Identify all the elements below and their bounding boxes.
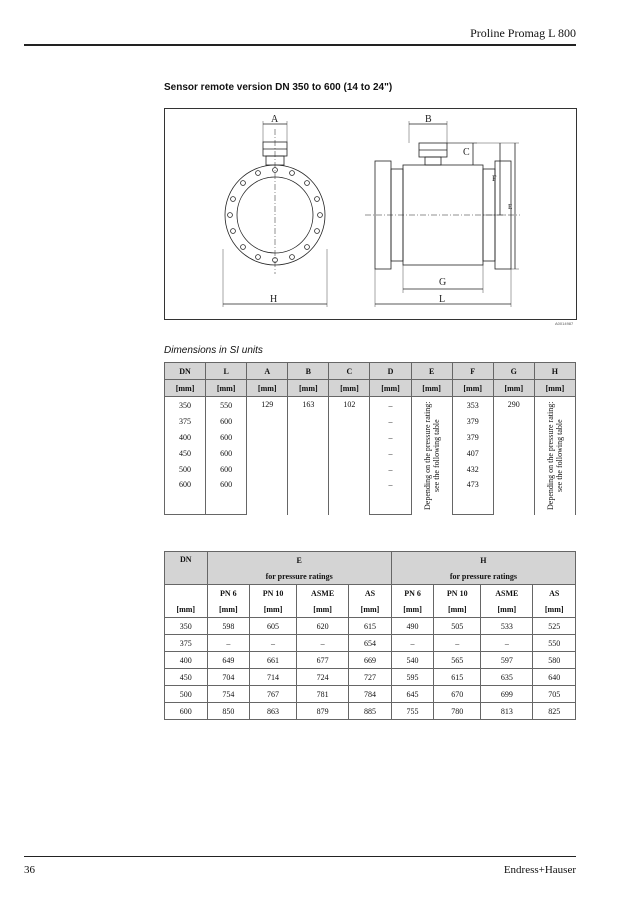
- cell: 661: [250, 652, 297, 669]
- cell-dn: 375: [165, 413, 206, 429]
- cell-l: 550: [206, 397, 247, 414]
- cell: 714: [250, 669, 297, 686]
- h-header: H: [391, 552, 575, 569]
- table-row: [165, 618, 576, 635]
- cell-dn: 500: [165, 461, 206, 477]
- dim-label-b: B: [425, 114, 432, 125]
- cell-dn: 400: [165, 429, 206, 445]
- cell-d: –: [370, 429, 411, 445]
- col-header: DN: [165, 363, 206, 380]
- unit-row: [165, 601, 576, 618]
- cell: 595: [391, 669, 434, 686]
- h-pressure-label: for pressure ratings: [391, 568, 575, 585]
- dn-header: DN: [165, 552, 208, 585]
- cell: 645: [391, 686, 434, 703]
- cell: 375: [165, 635, 208, 652]
- table-row: [165, 669, 576, 686]
- unit-header: [mm]: [493, 380, 534, 397]
- cell: 450: [165, 669, 208, 686]
- cell-d: –: [370, 413, 411, 429]
- cell: 669: [349, 652, 392, 669]
- table-row: [165, 652, 576, 669]
- cell: 850: [207, 703, 250, 720]
- unit-header: [mm]: [411, 380, 452, 397]
- unit-header: [mm]: [250, 601, 297, 618]
- cell-l: 600: [206, 429, 247, 445]
- cell-e: [411, 397, 452, 515]
- col-header: C: [329, 363, 370, 380]
- cell-a: 129: [247, 397, 288, 515]
- dim-label-f: F: [492, 174, 497, 183]
- brand-name: Endress+Hauser: [503, 864, 576, 876]
- cell: 350: [165, 618, 208, 635]
- col-header: D: [370, 363, 411, 380]
- cell: 580: [533, 652, 576, 669]
- unit-header: [mm]: [165, 380, 206, 397]
- cell: 565: [434, 652, 481, 669]
- cell-f: 407: [452, 445, 493, 461]
- rating-header: PN 10: [434, 585, 481, 602]
- e-pressure-label: for pressure ratings: [207, 568, 391, 585]
- rating-header: PN 6: [207, 585, 250, 602]
- drawing-id: A0014987: [555, 321, 574, 326]
- dimensions-table: [164, 362, 576, 515]
- rating-header: PN 6: [391, 585, 434, 602]
- cell-f: 353: [452, 397, 493, 414]
- cell: 533: [481, 618, 533, 635]
- table-header-row: [165, 363, 576, 380]
- unit-header: [mm]: [165, 601, 208, 618]
- col-header: A: [247, 363, 288, 380]
- col-header: L: [206, 363, 247, 380]
- cell: –: [434, 635, 481, 652]
- table-row: [165, 635, 576, 652]
- unit-header: [mm]: [288, 380, 329, 397]
- ratings-blank: [165, 585, 208, 602]
- cell-f: 432: [452, 461, 493, 477]
- unit-header: [mm]: [207, 601, 250, 618]
- unit-header: [mm]: [452, 380, 493, 397]
- cell: 879: [297, 703, 349, 720]
- table-row: [165, 703, 576, 720]
- pressure-table: [164, 551, 576, 720]
- cell-f: 473: [452, 477, 493, 515]
- cell-l: 600: [206, 445, 247, 461]
- table-caption: Dimensions in SI units: [164, 345, 263, 356]
- table-header-row: [165, 568, 576, 585]
- col-header: E: [411, 363, 452, 380]
- cell: 540: [391, 652, 434, 669]
- cell: 727: [349, 669, 392, 686]
- e-header: E: [207, 552, 391, 569]
- dim-label-e: E: [508, 203, 513, 211]
- cell: 597: [481, 652, 533, 669]
- cell-l: 600: [206, 461, 247, 477]
- rating-header: PN 10: [250, 585, 297, 602]
- cell-h-note: Depending on the pressure rating: see the following table: [545, 401, 564, 511]
- cell: 505: [434, 618, 481, 635]
- cell: 825: [533, 703, 576, 720]
- cell: 400: [165, 652, 208, 669]
- cell-dn: 450: [165, 445, 206, 461]
- col-header: H: [534, 363, 575, 380]
- col-header: G: [493, 363, 534, 380]
- unit-header: [mm]: [349, 601, 392, 618]
- cell-f: 379: [452, 413, 493, 429]
- cell: 677: [297, 652, 349, 669]
- cell-d: –: [370, 477, 411, 515]
- unit-header: [mm]: [534, 380, 575, 397]
- cell: 615: [349, 618, 392, 635]
- footer-rule: [24, 856, 576, 857]
- cell-d: –: [370, 397, 411, 414]
- cell: 605: [250, 618, 297, 635]
- cell: 780: [434, 703, 481, 720]
- cell: –: [391, 635, 434, 652]
- cell: 767: [250, 686, 297, 703]
- header-rule: [24, 44, 576, 46]
- dimension-drawing: [164, 108, 577, 320]
- cell: –: [297, 635, 349, 652]
- cell-c: 102: [329, 397, 370, 515]
- cell: 615: [434, 669, 481, 686]
- page-number: 36: [24, 864, 35, 876]
- cell: 755: [391, 703, 434, 720]
- cell: 598: [207, 618, 250, 635]
- drawing-svg: [165, 109, 576, 319]
- cell: 490: [391, 618, 434, 635]
- cell: 724: [297, 669, 349, 686]
- cell: 670: [434, 686, 481, 703]
- col-header: B: [288, 363, 329, 380]
- cell: 635: [481, 669, 533, 686]
- table-header-row: [165, 552, 576, 569]
- cell: 500: [165, 686, 208, 703]
- table-row: [165, 397, 576, 414]
- cell-dn: 600: [165, 477, 206, 515]
- dim-label-g: G: [439, 277, 447, 288]
- cell: 649: [207, 652, 250, 669]
- unit-header: [mm]: [370, 380, 411, 397]
- cell-d: –: [370, 445, 411, 461]
- table-unit-row: [165, 380, 576, 397]
- dim-label-h: H: [270, 294, 278, 305]
- cell: –: [481, 635, 533, 652]
- cell-l: 600: [206, 477, 247, 515]
- cell: 705: [533, 686, 576, 703]
- unit-header: [mm]: [206, 380, 247, 397]
- cell: 640: [533, 669, 576, 686]
- cell-f: 379: [452, 429, 493, 445]
- table-row: [165, 686, 576, 703]
- rating-header: AS: [349, 585, 392, 602]
- cell-d: –: [370, 461, 411, 477]
- cell: 704: [207, 669, 250, 686]
- cell: 550: [533, 635, 576, 652]
- unit-header: [mm]: [481, 601, 533, 618]
- section-title: Sensor remote version DN 350 to 600 (14 to 24"): [164, 82, 393, 93]
- cell: 781: [297, 686, 349, 703]
- unit-header: [mm]: [434, 601, 481, 618]
- cell: 784: [349, 686, 392, 703]
- cell-l: 600: [206, 413, 247, 429]
- cell: 620: [297, 618, 349, 635]
- dim-label-a: A: [271, 114, 279, 125]
- rating-header: ASME: [481, 585, 533, 602]
- cell-g: 290: [493, 397, 534, 515]
- cell: 600: [165, 703, 208, 720]
- cell: –: [207, 635, 250, 652]
- unit-header: [mm]: [329, 380, 370, 397]
- header-title: Proline Promag L 800: [470, 26, 576, 40]
- unit-header: [mm]: [247, 380, 288, 397]
- cell: 525: [533, 618, 576, 635]
- unit-header: [mm]: [391, 601, 434, 618]
- cell-dn: 350: [165, 397, 206, 414]
- ratings-row: [165, 585, 576, 602]
- col-header: F: [452, 363, 493, 380]
- cell: 754: [207, 686, 250, 703]
- cell: 813: [481, 703, 533, 720]
- cell: 885: [349, 703, 392, 720]
- cell: –: [250, 635, 297, 652]
- rating-header: AS: [533, 585, 576, 602]
- cell-b: 163: [288, 397, 329, 515]
- cell: 654: [349, 635, 392, 652]
- cell: 699: [481, 686, 533, 703]
- cell-e-note: Depending on the pressure rating: see the following table: [422, 401, 441, 511]
- unit-header: [mm]: [297, 601, 349, 618]
- unit-header: [mm]: [533, 601, 576, 618]
- rating-header: ASME: [297, 585, 349, 602]
- cell: 863: [250, 703, 297, 720]
- side-terminal-neck: [425, 157, 441, 165]
- dim-label-l: L: [439, 294, 446, 305]
- dim-label-c: C: [463, 147, 470, 158]
- cell-h: [534, 397, 575, 515]
